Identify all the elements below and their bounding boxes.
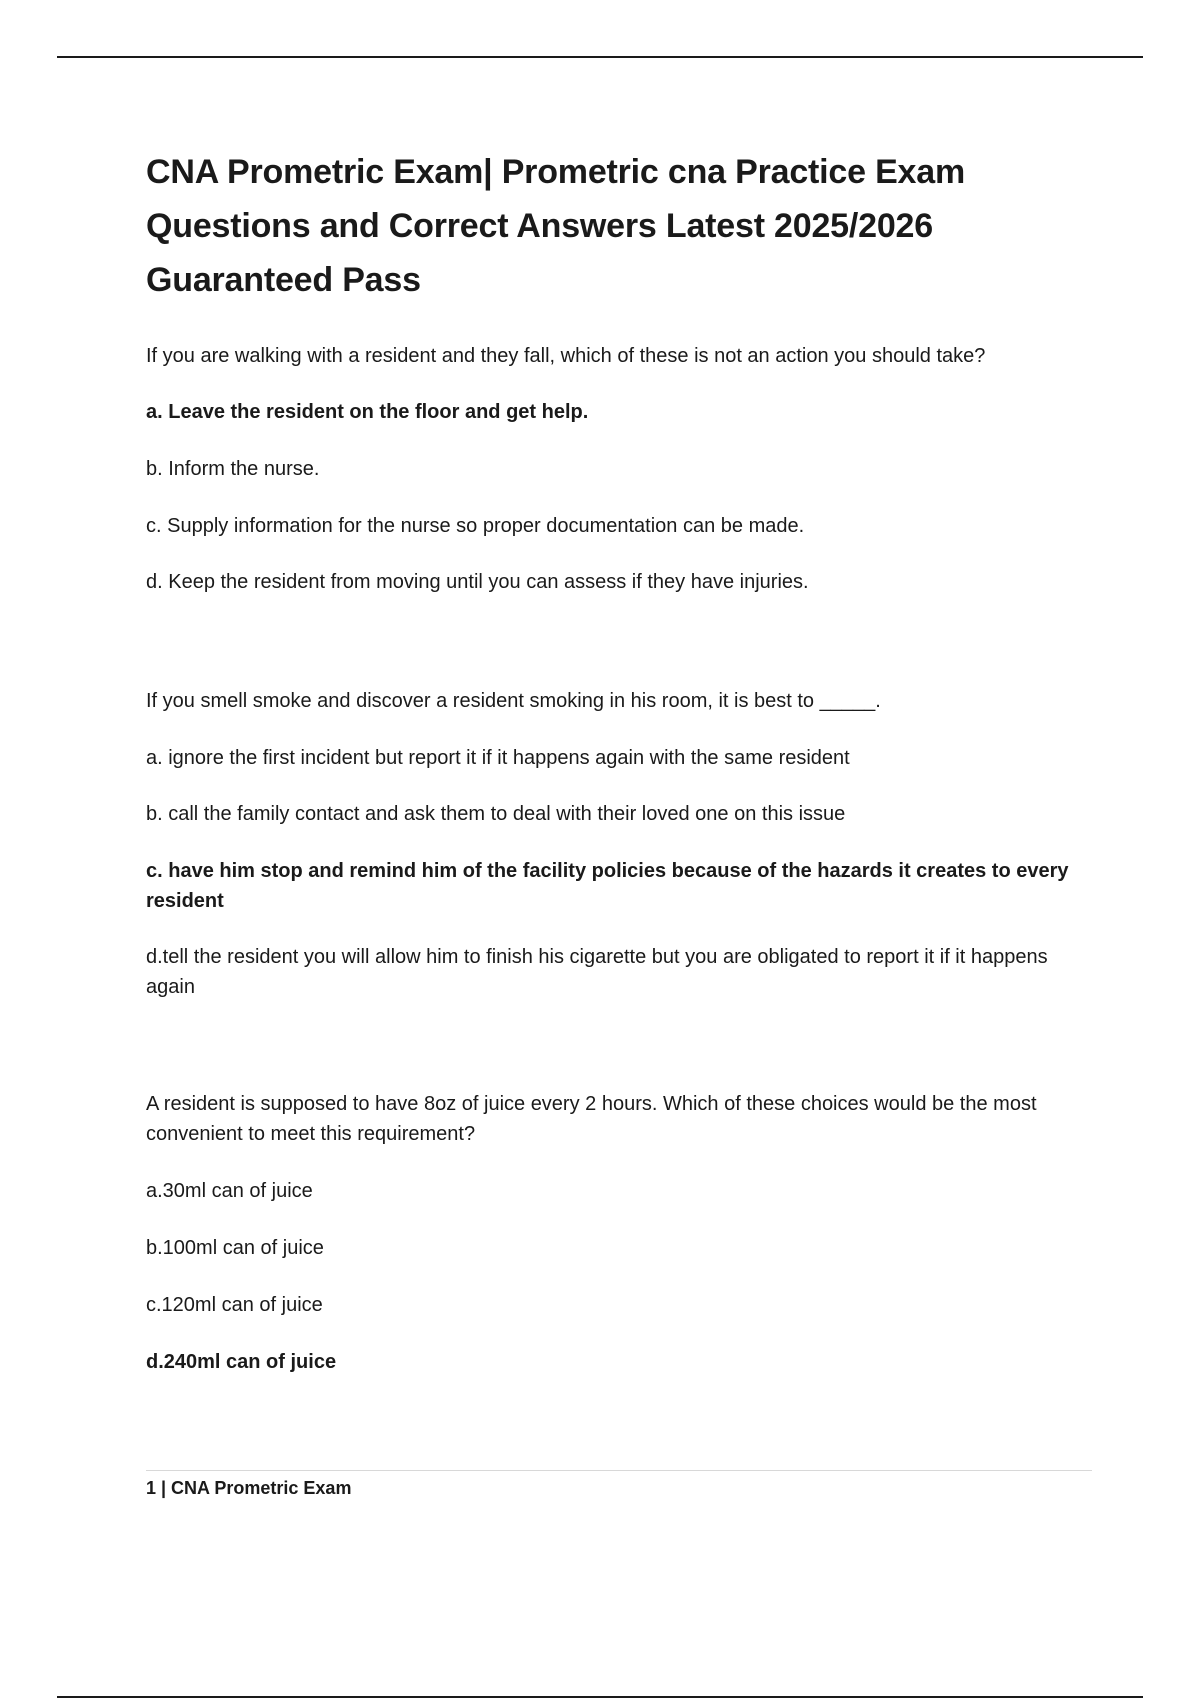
title-line-2: Questions and Correct Answers Latest 2025/2026	[146, 207, 933, 245]
bottom-rule	[57, 1696, 1143, 1698]
question-1-option-d: d. Keep the resident from moving until you can assess if they have injuries.	[146, 571, 809, 593]
question-1	[146, 341, 1096, 597]
question-2	[146, 686, 1096, 1002]
title-line-1: CNA Prometric Exam| Prometric cna Practice Exam	[146, 153, 966, 191]
question-3	[146, 1089, 1096, 1377]
question-3-option-d: d.240ml can of juice	[146, 1351, 337, 1373]
question-1-text: If you are walking with a resident and they fall, which of these is not an action you should take?	[146, 345, 986, 367]
question-3-option-a: a.30ml can of juice	[146, 1180, 313, 1202]
question-2-option-b: b. call the family contact and ask them to deal with their loved one on this issue	[146, 803, 846, 825]
question-2-option-c: c. have him stop and remind him of the facility policies because of the hazards it creates to every resident	[146, 860, 1069, 912]
page-footer	[146, 1470, 1092, 1501]
footer-text: 1 | CNA Prometric Exam	[146, 1478, 352, 1498]
title-line-3: Guaranteed Pass	[146, 261, 421, 299]
question-3-option-b: b.100ml can of juice	[146, 1237, 324, 1259]
document-body	[146, 145, 1096, 1377]
document-title	[146, 145, 1096, 307]
top-rule	[57, 56, 1143, 58]
question-2-text: If you smell smoke and discover a resident smoking in his room, it is best to _____.	[146, 690, 881, 712]
question-3-option-c: c.120ml can of juice	[146, 1294, 323, 1316]
question-1-option-c: c. Supply information for the nurse so proper documentation can be made.	[146, 515, 805, 537]
question-2-option-a: a. ignore the first incident but report it if it happens again with the same resident	[146, 747, 850, 769]
question-3-text: A resident is supposed to have 8oz of juice every 2 hours. Which of these choices would be the most convenient to meet this requirement?	[146, 1093, 1037, 1145]
question-2-option-d: d.tell the resident you will allow him to finish his cigarette but you are obligated to report it if it happens again	[146, 946, 1048, 998]
question-1-option-b: b. Inform the nurse.	[146, 458, 320, 480]
question-1-option-a: a. Leave the resident on the floor and get help.	[146, 401, 589, 423]
